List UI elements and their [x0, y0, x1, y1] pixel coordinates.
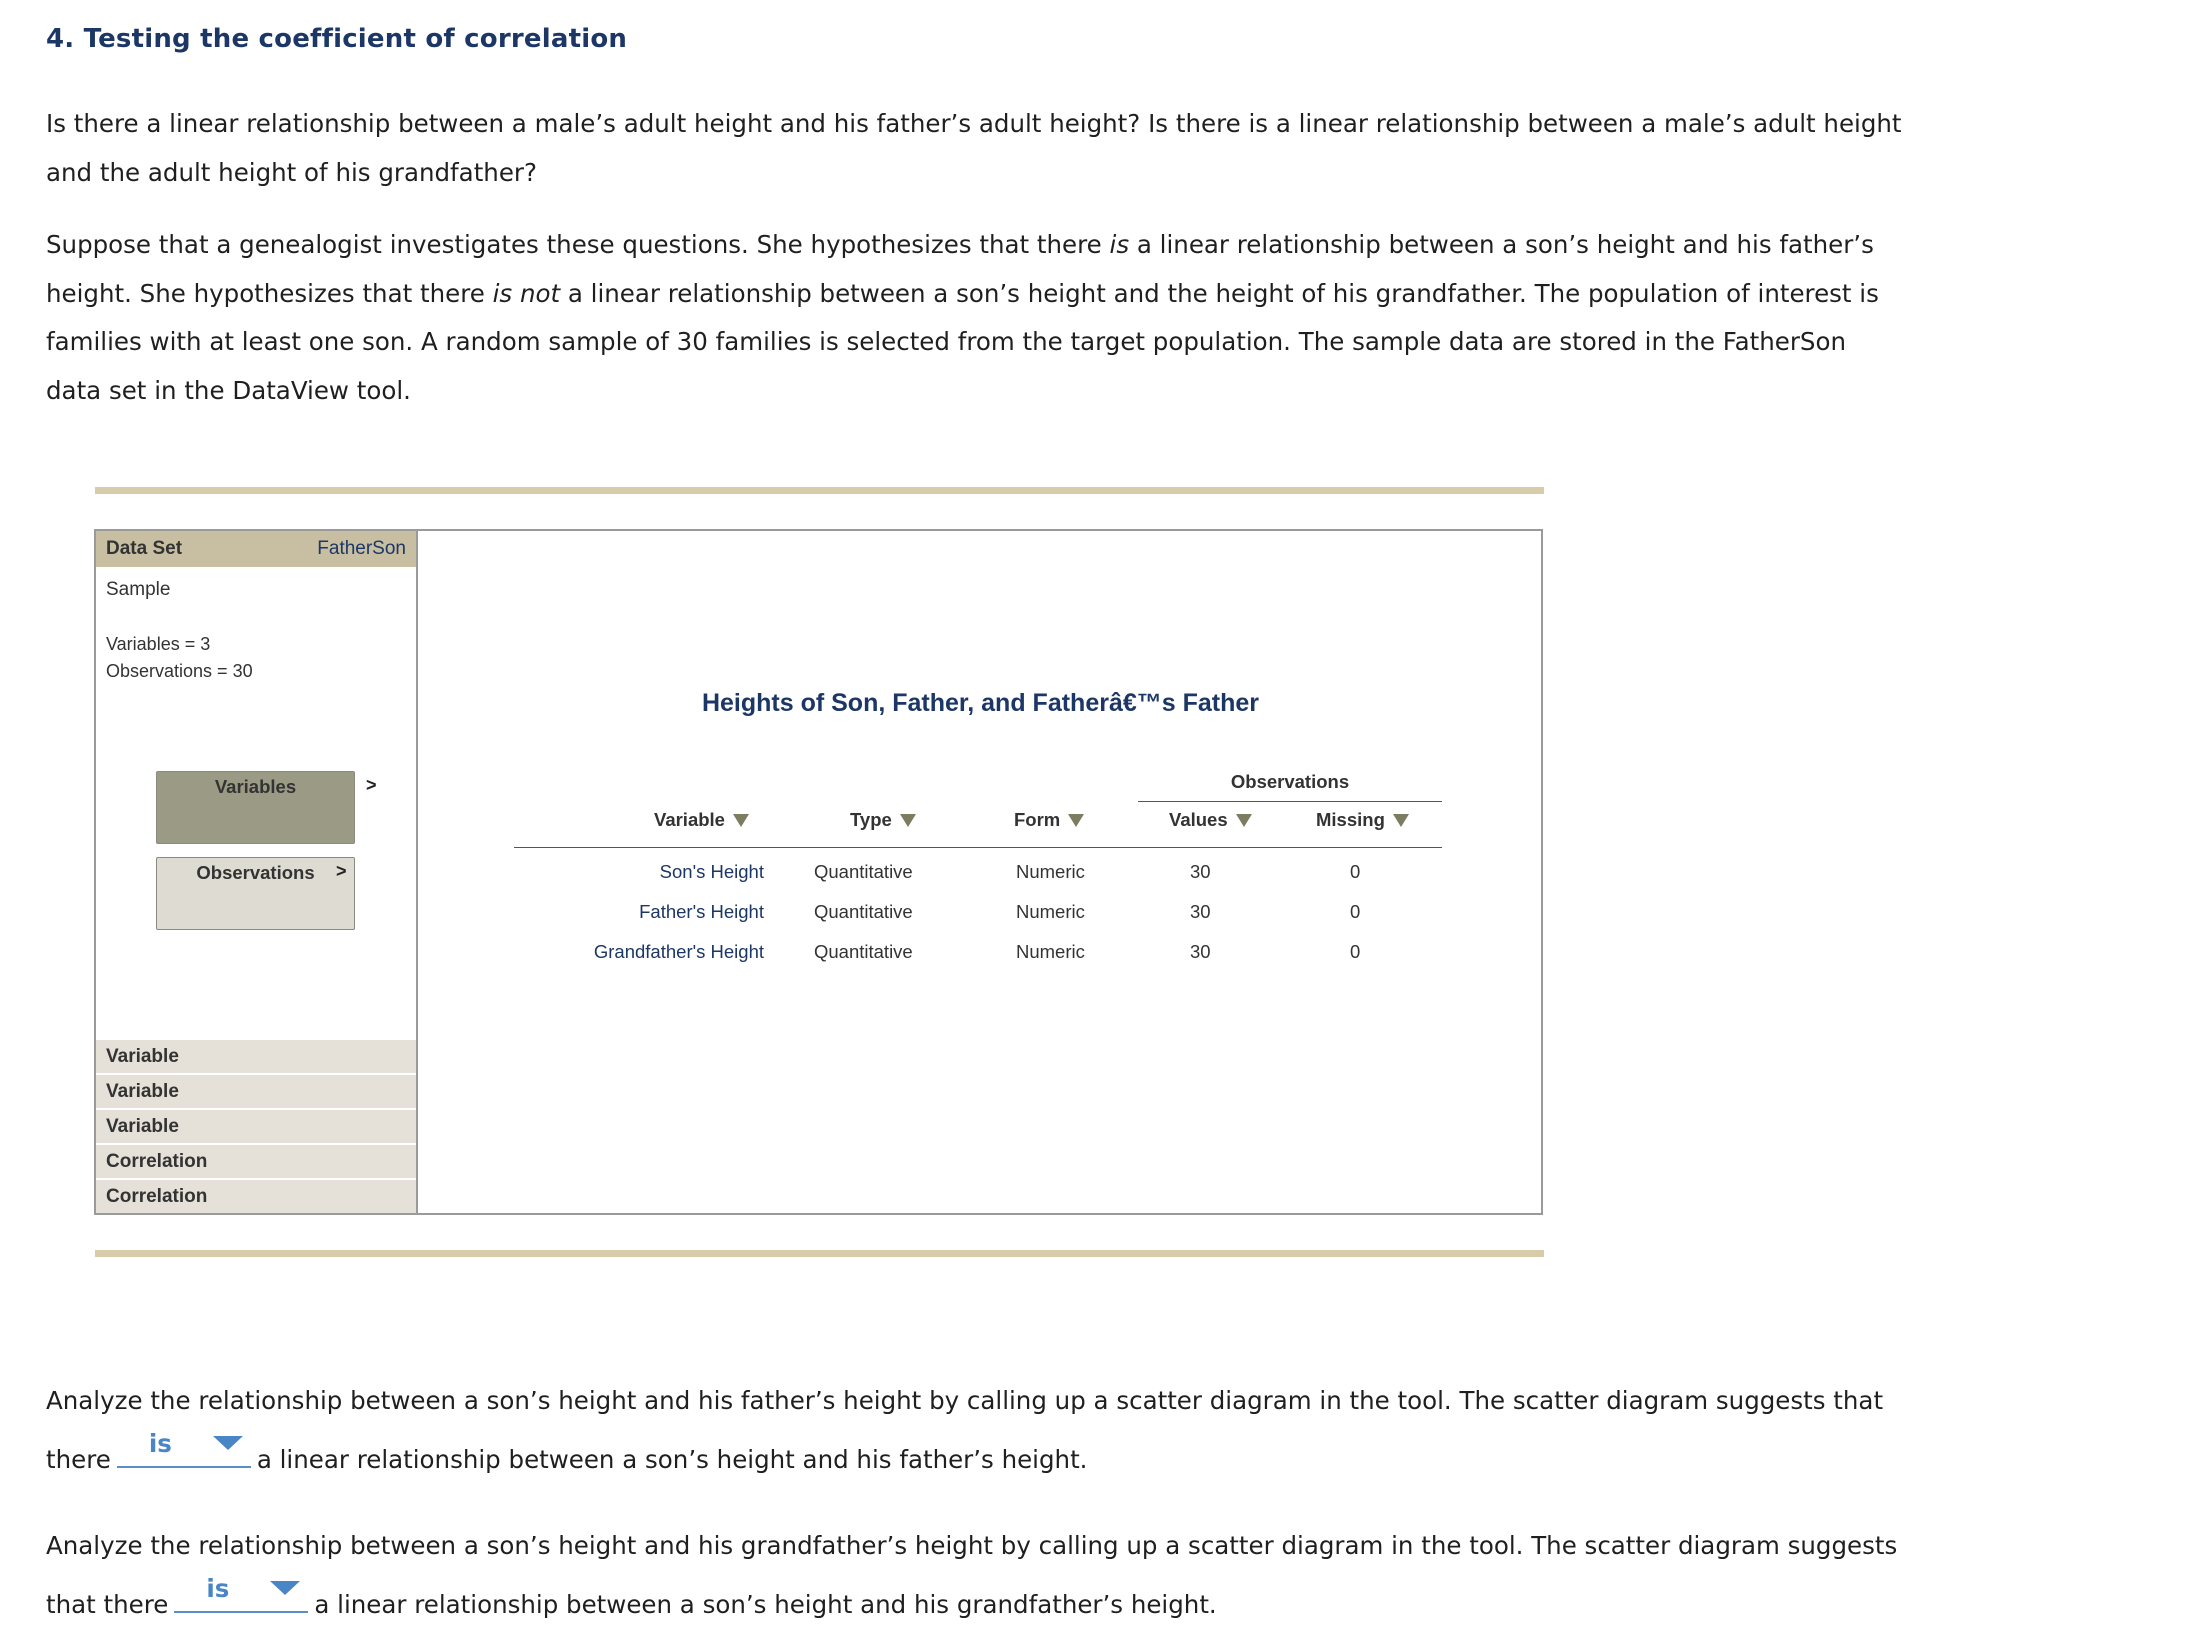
dropdown-arrow-icon[interactable]: [270, 1581, 300, 1595]
sample-label: Sample: [106, 579, 171, 600]
variables-arrow-icon[interactable]: >: [366, 775, 377, 795]
dataset-meta: [106, 631, 253, 685]
variable-values: 30: [1190, 941, 1211, 962]
tool-top-divider: [95, 487, 1544, 494]
header-variable[interactable]: [654, 809, 749, 831]
sort-triangle-icon[interactable]: [1393, 814, 1409, 827]
variable-values: 30: [1190, 901, 1211, 922]
header-variable-label: Variable: [654, 809, 725, 830]
dataset-header: [96, 531, 416, 567]
table-row: [514, 901, 1442, 941]
variable-form: Numeric: [1016, 941, 1085, 962]
variables-button[interactable]: Variables: [156, 771, 355, 844]
variable-name-link[interactable]: Father's Height: [639, 901, 764, 922]
grandfather-relationship-dropdown[interactable]: [174, 1571, 308, 1613]
dataset-name[interactable]: FatherSon: [317, 538, 406, 559]
table-row: [514, 861, 1442, 901]
p4-text-b: a linear relationship between a son’s height and his grandfather’s height.: [314, 1589, 1217, 1619]
variable-form: Numeric: [1016, 861, 1085, 882]
dropdown-selected-value: is: [148, 1428, 172, 1458]
sidebar-analysis-list: [96, 1038, 416, 1213]
sidebar-item-variable-1[interactable]: Variable: [96, 1038, 416, 1073]
dataset-label: Data Set: [106, 538, 183, 559]
observations-button[interactable]: Observations: [156, 857, 355, 930]
header-form-label: Form: [1014, 809, 1061, 830]
variable-name-link[interactable]: Grandfather's Height: [593, 941, 764, 962]
p2-text-c: a linear relationship between a son’s height and the height of his grandfather. The population of interest is families with at least one son. A random sample of 30 families is selected from the target population. The sample data are stored in the FatherSon data set in the DataView tool.: [46, 278, 1879, 405]
table-row: [514, 941, 1442, 981]
variables-count: Variables = 3: [106, 634, 211, 654]
grandfather-scatter-question: [46, 1522, 1906, 1629]
p2-text-b: a linear relationship between a son’s height and his father’s height. She hypothesizes that there: [46, 230, 1874, 308]
father-scatter-question: [46, 1377, 1906, 1484]
dropdown-arrow-icon[interactable]: [213, 1436, 243, 1450]
p4-text-a: Analyze the relationship between a son’s height and his grandfather’s height by calling up a scatter diagram in the tool. The scatter diagram suggests that there: [46, 1531, 1898, 1619]
variable-missing: 0: [1350, 941, 1361, 962]
p2-emphasis-is-not: is not: [492, 278, 561, 308]
header-missing-label: Missing: [1316, 809, 1385, 830]
header-values-label: Values: [1169, 809, 1228, 830]
sidebar-item-correlation-1[interactable]: Correlation: [96, 1143, 416, 1178]
sort-triangle-icon[interactable]: [1068, 814, 1084, 827]
dropdown-selected-value: is: [206, 1573, 230, 1603]
observations-group-header: Observations: [1138, 771, 1442, 802]
table-header-row: [514, 809, 1442, 848]
question-title: 4. Testing the coefficient of correlation: [46, 24, 628, 54]
variable-name-link[interactable]: Son's Height: [659, 861, 764, 882]
variable-form: Numeric: [1016, 901, 1085, 922]
variable-type: Quantitative: [814, 861, 913, 882]
sort-triangle-icon[interactable]: [900, 814, 916, 827]
p3-text-a: Analyze the relationship between a son’s height and his father’s height by calling up a scatter diagram in the tool. The scatter diagram suggests that there: [46, 1386, 1884, 1474]
header-form[interactable]: [1014, 809, 1084, 831]
variable-values: 30: [1190, 861, 1211, 882]
tool-sidebar: [96, 531, 418, 1213]
variable-missing: 0: [1350, 861, 1361, 882]
intro-paragraph: Is there a linear relationship between a male’s adult height and his father’s adult height? Is there is a linear relationship between a male’s adult height and the adult height of his grandfather?: [46, 109, 1902, 187]
p3-text-b: a linear relationship between a son’s height and his father’s height.: [256, 1444, 1088, 1474]
header-type[interactable]: [850, 809, 916, 831]
observations-arrow-icon[interactable]: >: [336, 861, 347, 881]
header-type-label: Type: [850, 809, 892, 830]
header-values[interactable]: [1169, 809, 1252, 831]
p2-text-a: Suppose that a genealogist investigates these questions. She hypothesizes that there: [46, 230, 1110, 259]
p2-emphasis-is: is: [1109, 230, 1130, 259]
father-relationship-dropdown[interactable]: [117, 1426, 251, 1468]
variable-type: Quantitative: [814, 941, 913, 962]
sidebar-item-variable-2[interactable]: Variable: [96, 1073, 416, 1108]
sidebar-item-correlation-2[interactable]: Correlation: [96, 1178, 416, 1213]
hypothesis-paragraph: [46, 221, 1906, 415]
variable-type: Quantitative: [814, 901, 913, 922]
tool-bottom-divider: [95, 1250, 1544, 1257]
variable-missing: 0: [1350, 901, 1361, 922]
dataview-tool: [94, 529, 1543, 1215]
sidebar-item-variable-3[interactable]: Variable: [96, 1108, 416, 1143]
sort-triangle-icon[interactable]: [1236, 814, 1252, 827]
observations-count: Observations = 30: [106, 661, 253, 681]
sort-triangle-icon[interactable]: [733, 814, 749, 827]
header-missing[interactable]: [1316, 809, 1409, 831]
dataset-title: Heights of Son, Father, and Fatherâ€™s Father: [701, 689, 1260, 717]
